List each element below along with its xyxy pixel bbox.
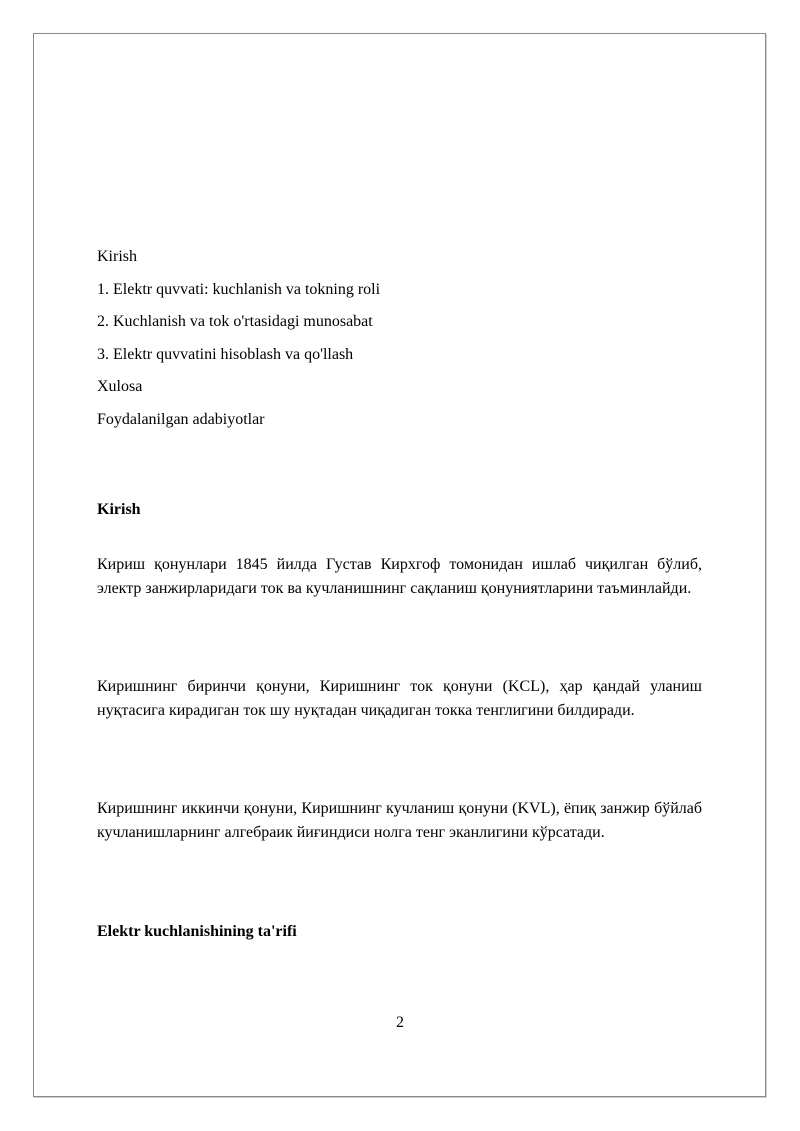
toc-item-2: 2. Kuchlanish va tok o'rtasidagi munosabat xyxy=(97,313,373,331)
paragraph: Кириш қонунлари 1845 йилда Густав Кирхгоф томонидан ишлаб чиқилган бўлиб, электр занжирларидаги ток ва кучланишнинг сақланиш қонуниятларини таъминлайди. xyxy=(97,556,702,598)
toc-item-3: 3. Elektr quvvatini hisoblash va qo'llash xyxy=(97,345,354,363)
page-number: 2 xyxy=(396,1014,404,1031)
section-heading-voltage-definition: Elektr kuchlanishining ta'rifi xyxy=(97,923,297,940)
toc-item-references: Foydalanilgan adabiyotlar xyxy=(97,410,265,428)
paragraph: Киришнинг иккинчи қонуни, Киришнинг кучланиш қонуни (KVL), ёпиқ занжир бўйлаб кучланишларнинг алгебраик йиғиндиси нолга тенг эканлигини кўрсатади. xyxy=(97,800,702,842)
section-heading-intro: Kirish xyxy=(97,501,141,518)
toc-item-conclusion: Xulosa xyxy=(97,378,143,396)
toc-item-1: 1. Elektr quvvati: kuchlanish va tokning roli xyxy=(97,280,381,298)
table-of-contents xyxy=(97,241,707,437)
toc-item-intro: Kirish xyxy=(97,248,137,265)
paragraph: Киришнинг биринчи қонуни, Киришнинг ток қонуни (KCL), ҳар қандай уланиш нуқтасига кирадиган ток шу нуқтадан чиқадиган токка тенглигини билдиради. xyxy=(97,678,702,720)
